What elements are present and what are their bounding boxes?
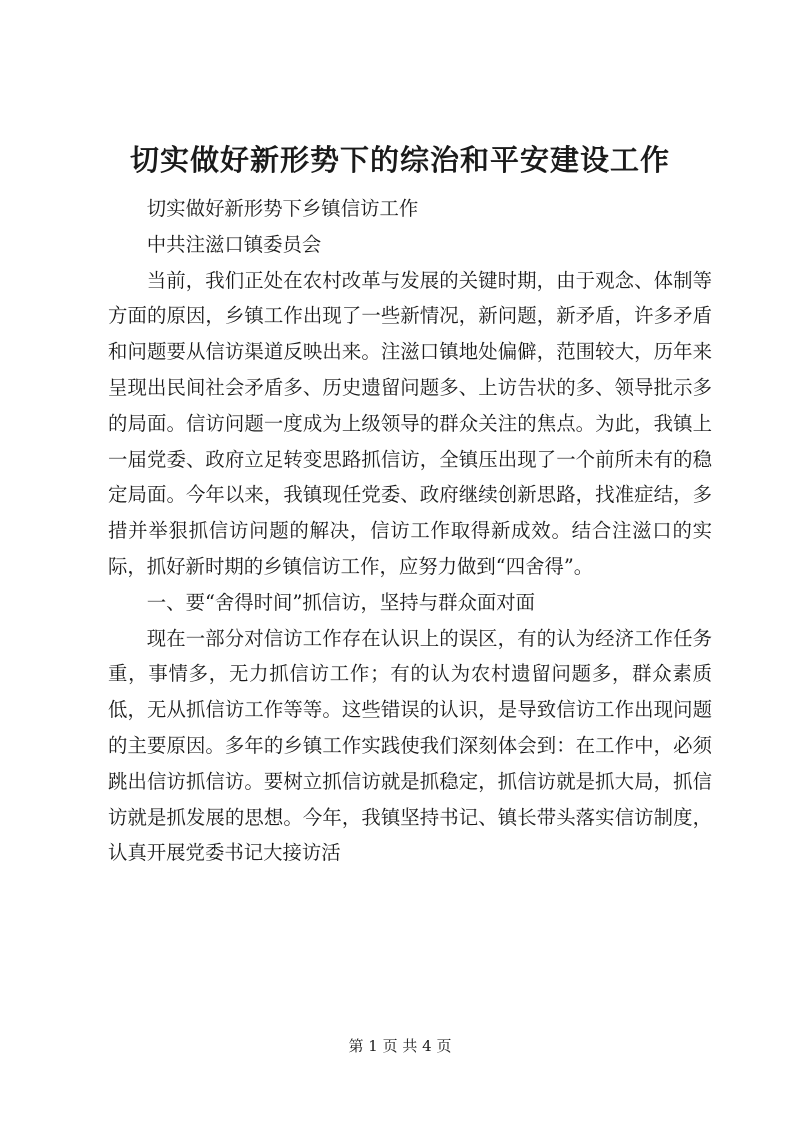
organization-paragraph: 中共注滋口镇委员会 bbox=[146, 232, 322, 256]
body-paragraph: 当前，我们正处在农村改革与发展的关键时期，由于观念、体制等方面的原因，乡镇工作出现了一些新情况，新问题，新矛盾，许多矛盾和问题要从信访渠道反映出来。注滋口镇地处偏僻，范围较大，历年来呈现出民间社会矛盾多、历史遗留问题多、上访告状的多、领导批示多的局面。信访问题一度成为上级领导的群众关注的焦点。为此，我镇上一届党委、政府立足转变思路抓信访，全镇压出现了一个前所未有的稳定局面。今年以来，我镇现任党委、政府继续创新思路，找准症结，多措并举狠抓信访问题的解决，信访工作取得新成效。结合注滋口的实际，抓好新时期的乡镇信访工作，应努力做到“四舍得”。 bbox=[108, 268, 712, 578]
document-body bbox=[108, 191, 712, 871]
body-paragraph: 现在一部分对信访工作存在认识上的误区，有的认为经济工作任务重，事情多，无力抓信访工作；有的认为农村遗留问题多，群众素质低，无从抓信访工作等等。这些错误的认识，是导致信访工作出现问题的主要原因。多年的乡镇工作实践使我们深刻体会到：在工作中，必须跳出信访抓信访。要树立抓信访就是抓稳定，抓信访就是抓大局，抓信访就是抓发展的思想。今年，我镇坚持书记、镇长带头落实信访制度，认真开展党委书记大接访活 bbox=[108, 626, 712, 865]
page-number-footer: 第 1 页 共 4 页 bbox=[348, 1037, 452, 1055]
subtitle-paragraph: 切实做好新形势下乡镇信访工作 bbox=[146, 197, 419, 220]
section-heading: 一、要“舍得时间”抓信访，坚持与群众面对面 bbox=[146, 590, 536, 614]
document-title: 切实做好新形势下的综治和平安建设工作 bbox=[129, 143, 670, 177]
